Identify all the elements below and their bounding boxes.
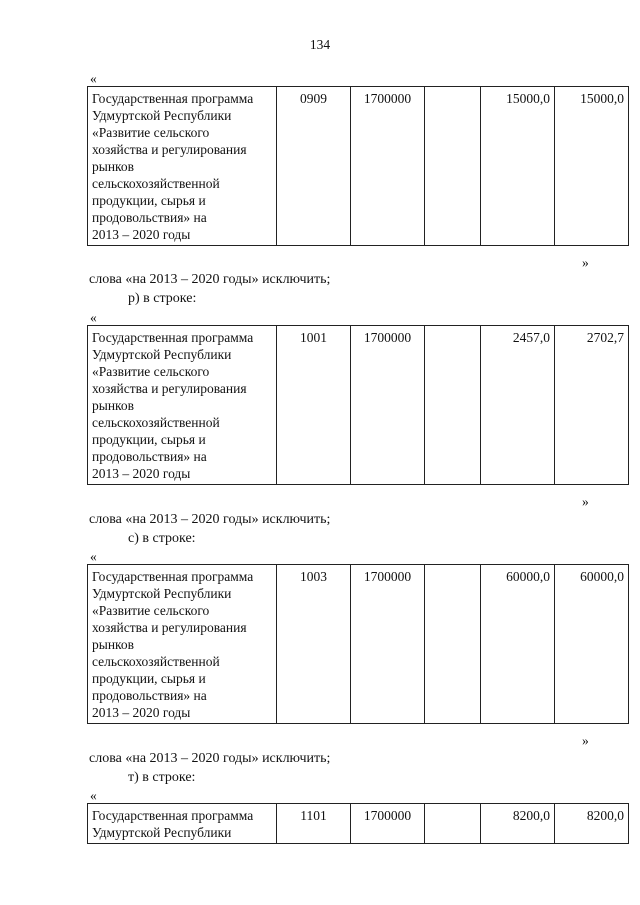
program-name-line: хозяйства и регулирования: [92, 620, 247, 635]
program-name-line: продукции, сырья и: [92, 193, 206, 208]
program-name-line: Удмуртской Республики: [92, 347, 232, 362]
page-number: 134: [309, 37, 331, 52]
program-name-line: 2013 – 2020 годы: [92, 227, 191, 242]
amount-cell: 15000,0: [481, 87, 555, 246]
expense-type-cell: [425, 804, 481, 844]
subitem-intro: с) в строке:: [128, 531, 196, 546]
expense-type-cell: [425, 87, 481, 246]
exclude-instruction: слова «на 2013 – 2020 годы» исключить;: [89, 512, 331, 527]
program-name-line: Удмуртской Республики: [92, 825, 232, 840]
amount-cell: 8200,0: [481, 804, 555, 844]
program-name-line: рынков: [92, 159, 135, 174]
program-name-line: продовольствия» на: [92, 688, 207, 703]
budget-table-3: [87, 564, 629, 724]
program-name-line: Удмуртской Республики: [92, 108, 232, 123]
program-name-cell: [88, 565, 277, 724]
opening-quote: «: [90, 549, 97, 564]
program-name-line: хозяйства и регулирования: [92, 381, 247, 396]
section-code-cell: 0909: [277, 87, 351, 246]
budget-table-4: [87, 803, 629, 844]
opening-quote: «: [90, 71, 97, 86]
budget-table-2: [87, 325, 629, 485]
amount-cell: 60000,0: [555, 565, 629, 724]
program-name-line: Государственная программа: [92, 569, 254, 584]
subitem-intro: т) в строке:: [128, 770, 196, 785]
section-code-cell: 1101: [277, 804, 351, 844]
closing-quote: »: [582, 255, 589, 270]
program-name-line: Государственная программа: [92, 91, 254, 106]
exclude-instruction: слова «на 2013 – 2020 годы» исключить;: [89, 272, 331, 287]
program-name-line: «Развитие сельского: [92, 125, 210, 140]
expense-type-cell: [425, 565, 481, 724]
subitem-intro: р) в строке:: [128, 291, 197, 306]
program-name-line: хозяйства и регулирования: [92, 142, 247, 157]
program-name-line: Государственная программа: [92, 808, 254, 823]
table-row: [88, 565, 629, 724]
program-name-line: Удмуртской Республики: [92, 586, 232, 601]
program-name-line: «Развитие сельского: [92, 603, 210, 618]
program-name-cell: [88, 87, 277, 246]
program-name-line: сельскохозяйственной: [92, 176, 220, 191]
program-name-cell: [88, 804, 277, 844]
target-article-cell: 1700000: [351, 326, 425, 485]
program-name-line: Государственная программа: [92, 330, 254, 345]
program-name-line: 2013 – 2020 годы: [92, 466, 191, 481]
program-name-cell: [88, 326, 277, 485]
section-code-cell: 1001: [277, 326, 351, 485]
program-name-line: продукции, сырья и: [92, 671, 206, 686]
opening-quote: «: [90, 310, 97, 325]
table-row: [88, 804, 629, 844]
program-name-line: рынков: [92, 398, 135, 413]
target-article-cell: 1700000: [351, 565, 425, 724]
amount-cell: 2702,7: [555, 326, 629, 485]
expense-type-cell: [425, 326, 481, 485]
amount-cell: 8200,0: [555, 804, 629, 844]
program-name-line: сельскохозяйственной: [92, 415, 220, 430]
exclude-instruction: слова «на 2013 – 2020 годы» исключить;: [89, 751, 331, 766]
program-name-line: рынков: [92, 637, 135, 652]
program-name-line: продовольствия» на: [92, 449, 207, 464]
amount-cell: 15000,0: [555, 87, 629, 246]
target-article-cell: 1700000: [351, 87, 425, 246]
amount-cell: 2457,0: [481, 326, 555, 485]
table-row: [88, 326, 629, 485]
section-code-cell: 1003: [277, 565, 351, 724]
budget-table-1: [87, 86, 629, 246]
program-name-line: продукции, сырья и: [92, 432, 206, 447]
program-name-line: продовольствия» на: [92, 210, 207, 225]
program-name-line: 2013 – 2020 годы: [92, 705, 191, 720]
closing-quote: »: [582, 494, 589, 509]
target-article-cell: 1700000: [351, 804, 425, 844]
opening-quote: «: [90, 788, 97, 803]
program-name-line: сельскохозяйственной: [92, 654, 220, 669]
program-name-line: «Развитие сельского: [92, 364, 210, 379]
amount-cell: 60000,0: [481, 565, 555, 724]
closing-quote: »: [582, 733, 589, 748]
table-row: [88, 87, 629, 246]
